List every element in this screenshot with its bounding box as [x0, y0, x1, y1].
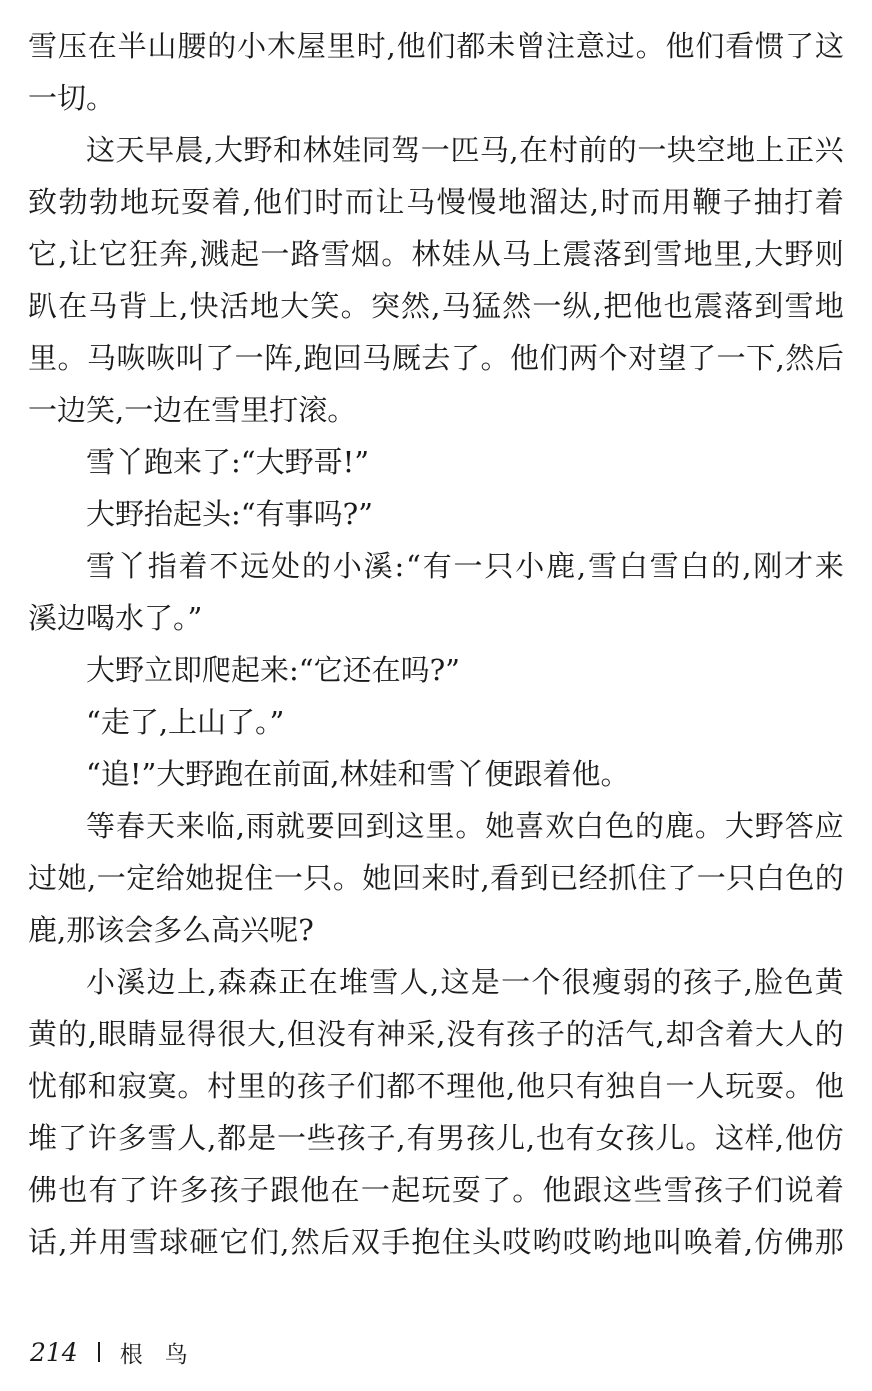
text-line: 里 。 马 咴 咴 叫 了 一 阵 , 跑 回 马 厩 去 了 。 他 们 两 个 对 望 了 一 下 , 然 后 [28, 341, 844, 375]
text-line: 雪 丫 指 着 不 远 处 的 小 溪 : “ 有 一 只 小 鹿 , 雪 白 雪 白 的 , 刚 才 来 [86, 549, 844, 583]
text-line: 溪边喝水了。” [28, 601, 203, 635]
text-line: 黄 的 , 眼 睛 显 得 很 大 , 但 没 有 神 采 , 没 有 孩 子 的 活 气 , 却 含 着 大 人 的 [28, 1017, 844, 1051]
text-line: 大野立即爬起来:“它还在吗?” [86, 653, 460, 687]
text-line: 它 , 让 它 狂 奔 , 溅 起 一 路 雪 烟 。 林 娃 从 马 上 震 落 到 雪 地 里 , 大 野 则 [28, 237, 844, 271]
text-line: 致 勃 勃 地 玩 耍 着 , 他 们 时 而 让 马 慢 慢 地 溜 达 , 时 而 用 鞭 子 抽 打 着 [28, 185, 844, 219]
text-line: 雪丫跑来了:“大野哥!” [86, 445, 370, 479]
text-line: 一切。 [28, 81, 116, 115]
text-line: 佛 也 有 了 许 多 孩 子 跟 他 在 一 起 玩 耍 了 。 他 跟 这 些 雪 孩 子 们 说 着 [28, 1173, 844, 1207]
text-line: 鹿,那该会多么高兴呢? [28, 913, 314, 947]
footer-divider [98, 1342, 100, 1362]
text-line: 这 天 早 晨 , 大 野 和 林 娃 同 驾 一 匹 马 , 在 村 前 的 一 块 空 地 上 正 兴 [86, 133, 844, 167]
text-line: 趴 在 马 背 上 , 快 活 地 大 笑 。 突 然 , 马 猛 然 一 纵 , 把 他 也 震 落 到 雪 地 [28, 289, 844, 323]
book-title: 根鸟 [119, 1341, 210, 1368]
text-line: 忧 郁 和 寂 寞 。 村 里 的 孩 子 们 都 不 理 他 , 他 只 有 独 自 一 人 玩 耍 。 他 [28, 1069, 844, 1103]
text-line: “走了,上山了。” [86, 705, 285, 739]
page-number: 214 [30, 1337, 78, 1367]
text-line: 过 她 , 一 定 给 她 捉 住 一 只 。 她 回 来 时 , 看 到 已 经 抓 住 了 一 只 白 色 的 [28, 861, 844, 895]
text-line: “追!”大野跑在前面,林娃和雪丫便跟着他。 [86, 757, 630, 791]
text-line: 雪 压 在 半 山 腰 的 小 木 屋 里 时 , 他 们 都 未 曾 注 意 过 。 他 们 看 惯 了 这 [28, 29, 844, 63]
text-line: 一边笑,一边在雪里打滚。 [28, 393, 357, 427]
text-line: 堆 了 许 多 雪 人 , 都 是 一 些 孩 子 , 有 男 孩 儿 , 也 有 女 孩 儿 。 这 样 , 他 仿 [28, 1121, 844, 1155]
text-line: 话 , 并 用 雪 球 砸 它 们 , 然 后 双 手 抱 住 头 哎 哟 哎 哟 地 叫 唤 着 , 仿 佛 那 [28, 1225, 844, 1259]
text-line: 等 春 天 来 临 , 雨 就 要 回 到 这 里 。 她 喜 欢 白 色 的 鹿 。 大 野 答 应 [86, 809, 844, 843]
text-line: 大野抬起头:“有事吗?” [86, 497, 373, 531]
page-footer [30, 1332, 210, 1372]
text-line: 小 溪 边 上 , 森 森 正 在 堆 雪 人 , 这 是 一 个 很 瘦 弱 的 孩 子 , 脸 色 黄 [86, 965, 844, 999]
